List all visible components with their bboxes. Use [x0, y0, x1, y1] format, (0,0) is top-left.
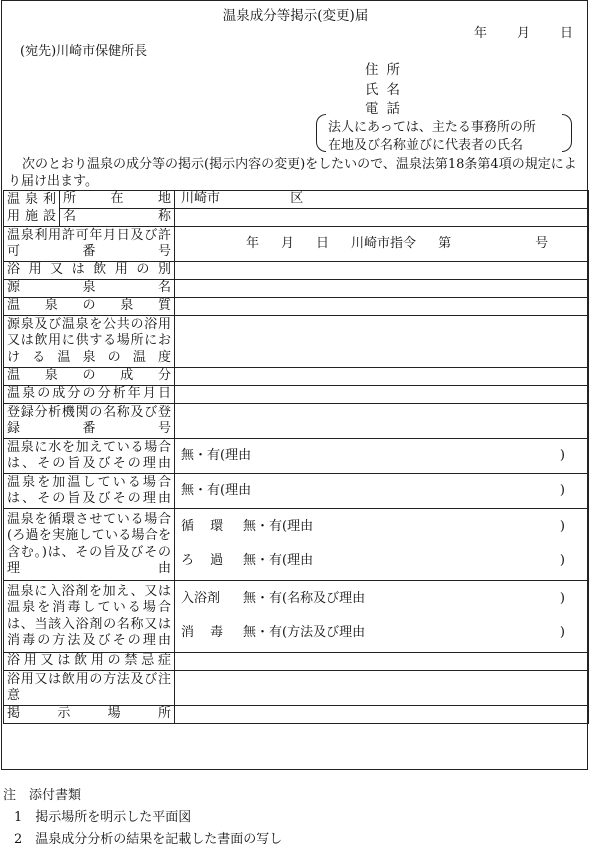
water-added-field[interactable]: 無・有(理由 ) — [175, 439, 589, 474]
form-title: 温泉成分等掲示(変更)届 — [222, 8, 369, 24]
table-row — [4, 386, 589, 404]
addressee: (宛先)川崎市保健所長 — [20, 44, 148, 59]
filtration-line: ろ 過 無・有(理由 ) — [181, 553, 565, 569]
table-row — [4, 439, 589, 474]
name-label: 名称 — [60, 209, 175, 227]
attachment-item: 1 掲示場所を明示した平面図 — [14, 810, 192, 825]
usage-label: 浴用又は飲用の別 — [4, 262, 175, 280]
table-row — [4, 227, 589, 262]
components-field[interactable] — [175, 368, 589, 386]
bath-agent-line: 入浴剤 無・有(名称及び理由 ) — [181, 591, 565, 607]
temperature-field[interactable] — [175, 316, 589, 368]
components-label: 温泉の成分 — [4, 368, 175, 386]
table-row — [4, 368, 589, 386]
usage-field[interactable] — [175, 262, 589, 280]
corporation-note-line2: 在地及び名称並びに代表者の氏名 — [328, 138, 524, 153]
applicant-name-label: 氏名 — [365, 82, 408, 98]
ward-text: 区 — [290, 191, 304, 207]
table-row — [4, 474, 589, 509]
table-row — [4, 671, 589, 706]
circulated-field[interactable] — [175, 509, 589, 581]
applicant-address-label: 住所 — [365, 62, 408, 78]
disinfection-line: 消 毒 無・有(方法及び理由 ) — [181, 625, 565, 641]
attachment-item: 2 温泉成分分析の結果を記載した書面の写し — [14, 832, 283, 847]
location-label: 所在地 — [60, 191, 175, 209]
name-field[interactable] — [175, 209, 589, 227]
permit-label: 温泉利用許可年月日及び許可番号 — [4, 227, 175, 262]
right-bracket — [562, 114, 572, 152]
table-row — [4, 191, 589, 209]
table-row — [4, 209, 589, 227]
usage-method-label: 浴用又は飲用の方法及び注意 — [4, 671, 175, 706]
source-name-field[interactable] — [175, 280, 589, 298]
additives-label: 温泉に入浴剤を加え、又は温泉を消毒している場合は、当該入浴剤の名称又は消毒の方法及びその理由 — [4, 581, 175, 653]
contraindications-field[interactable] — [175, 653, 589, 671]
corporation-note-line1: 法人にあっては、主たる事務所の所 — [328, 120, 536, 135]
attachments-heading: 注 添付書類 — [3, 788, 82, 803]
table-row — [4, 404, 589, 439]
date-month: 月 — [516, 26, 530, 41]
corporation-note — [316, 114, 572, 152]
display-location-label: 掲示場所 — [4, 706, 175, 724]
table-row — [4, 280, 589, 298]
registration-label: 登録分析機関の名称及び登録番号 — [4, 404, 175, 439]
location-field[interactable] — [175, 191, 589, 209]
analysis-date-label: 温泉の成分の分析年月日 — [4, 386, 175, 404]
display-location-field[interactable] — [175, 706, 589, 724]
applicant-phone-label: 電話 — [365, 101, 408, 117]
heated-field[interactable]: 無・有(理由 ) — [175, 474, 589, 509]
table-row — [4, 653, 589, 671]
circulation-line: 循 環 無・有(理由 ) — [181, 519, 565, 535]
heated-label: 温泉を加温している場合は、その旨及びその理由 — [4, 474, 175, 509]
temperature-label: 源泉及び温泉を公共の浴用又は飲用に供する場所における温泉の温度 — [4, 316, 175, 368]
usage-method-field[interactable] — [175, 671, 589, 706]
table-row — [4, 581, 589, 653]
spring-quality-label: 温泉の泉質 — [4, 298, 175, 316]
date-year: 年 — [473, 26, 487, 41]
city-text: 川崎市 — [181, 191, 221, 207]
table-row — [4, 298, 589, 316]
date-day: 日 — [559, 26, 573, 41]
notification-table — [3, 190, 589, 724]
water-added-label: 温泉に水を加えている場合は、その旨及びその理由 — [4, 439, 175, 474]
analysis-date-field[interactable] — [175, 386, 589, 404]
permit-field[interactable]: 年 月 日 川崎市指令 第 号 — [175, 227, 589, 262]
submission-date — [444, 22, 573, 41]
table-row — [4, 706, 589, 724]
table-row — [4, 316, 589, 368]
facility-group-label: 温泉利 用施設 — [4, 191, 60, 227]
table-row — [4, 262, 589, 280]
table-row — [4, 509, 589, 581]
registration-field[interactable] — [175, 404, 589, 439]
source-name-label: 源泉名 — [4, 280, 175, 298]
spring-quality-field[interactable] — [175, 298, 589, 316]
intro-text: 次のとおり温泉の成分等の掲示(掲示内容の変更)をしたいので、温泉法第18条第4項の規定により届け出ます。 — [8, 157, 577, 189]
additives-field[interactable] — [175, 581, 589, 653]
contraindications-label: 浴用又は飲用の禁忌症 — [4, 653, 175, 671]
circulated-label: 温泉を循環させている場合(ろ過を実施している場合を含む。)は、その旨及びその理由 — [4, 509, 175, 581]
left-bracket — [316, 114, 326, 152]
